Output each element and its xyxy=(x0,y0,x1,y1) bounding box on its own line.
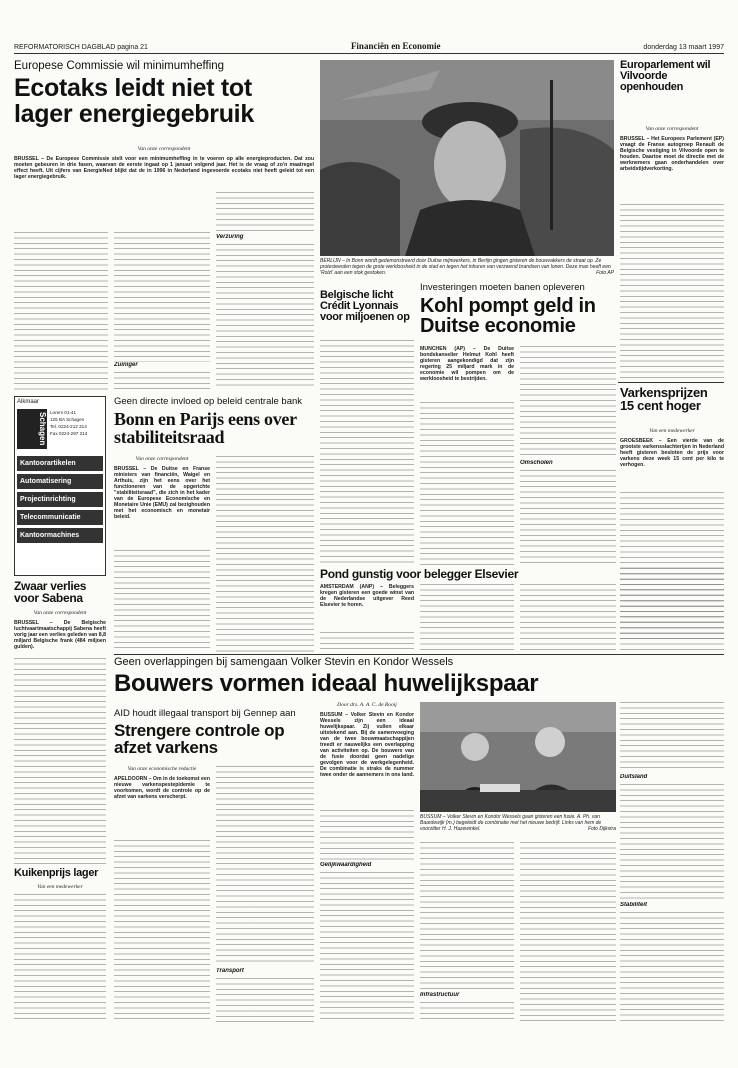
fusion-body-col4a xyxy=(620,702,724,772)
businessmen-photo-graphic xyxy=(420,702,616,812)
vilvoorde-byline: Van onze correspondent xyxy=(645,126,699,132)
subhead-infrastructuur: Infrastructuur xyxy=(420,992,460,998)
bank-byline: Van onze correspondent xyxy=(135,456,189,462)
fusion-body-col3 xyxy=(520,842,616,1022)
subhead-stabiliteit: Stabiliteit xyxy=(620,902,648,908)
demonstration-photo xyxy=(320,60,614,256)
elsevier-body-col3 xyxy=(520,584,616,652)
fusion-body-col1a xyxy=(320,810,414,860)
kohl-body-col1 xyxy=(420,402,514,566)
varkens-body-2 xyxy=(620,568,724,652)
worker-photo-graphic xyxy=(320,60,614,256)
vilvoorde-lead: BRUSSEL – Het Europees Parlement (EP) vraagt de Franse autogroep Renault de Belgische vestiging in Vilvoorde open te houden. Daartoe moet de directie met de werknemers gaan onderhandelen over arbeidstijdverkorting. xyxy=(620,136,724,172)
subhead-omscholen: Omscholen xyxy=(520,460,553,466)
vilvoorde-body xyxy=(620,204,724,380)
ad-logo: Schagen xyxy=(17,409,47,449)
bank-body-col2 xyxy=(216,456,314,652)
ad-item: Kantoormachines xyxy=(17,528,103,543)
sabena-body xyxy=(14,658,106,866)
ad-item: Automatisering xyxy=(17,474,103,489)
bank-kicker: Geen directe invloed op beleid centrale bank xyxy=(114,396,303,407)
sabena-byline: Van onze correspondent xyxy=(33,610,87,616)
photo-caption: BERLIJN – In Bonn wordt gedemonstreerd door Duitse mijnwerkers, in Berlijn gingen gisteren de bouwvakkers de straat op. Ze protesteerden tegen de grote werkloosheid in de stad en tegen het inhuren van verzwend brandsen van lonen. Deze man heeft een 'Rolzl' aan een stok gestoken. Foto AP xyxy=(320,258,614,276)
ecotaks-body-col2b xyxy=(114,372,210,390)
fusion-lead: BUSSUM – Volker Stevin en Kondor Wessels zijn een ideaal huwelijkspaar. Zij vullen elkaar uitstekend aan. Bij de samenvoeging van de twee bouwmaatschappijen treedt er nauwelijks een overlapping van activiteiten op. De bouwers van de fusie doordat geen nadelige gevolgen voor de werkgelegenheid. De combinatie is straks de nummer twee onder de aannemers in ons land. xyxy=(320,712,414,778)
fusion-kicker: Geen overlappingen bij samengaan Volker Stevin en Kondor Wessels xyxy=(114,656,454,668)
ecotaks-headline: Ecotaks leidt niet tot lager energiegebruik xyxy=(14,76,254,128)
fusion-headline: Bouwers vormen ideaal huwelijkspaar xyxy=(114,672,539,697)
varkens-lead: GROESBEEK – Een vierde van de grootste varkensslachterijen in Nederland heeft gisteren besloten de prijs voor varkens deze week 15 cent per kilo te verhogen. xyxy=(620,438,724,468)
elsevier-lead: AMSTERDAM (ANP) – Beleggers kregen gisteren een goede winst van de Nederlandse uitgever Reed Elsevier te horen. xyxy=(320,584,414,608)
ecotaks-byline: Van onze correspondent xyxy=(137,146,191,152)
elsevier-headline: Pond gunstig voor belegger Elsevier xyxy=(320,568,519,581)
sabena-headline: Zwaar verlies voor Sabena xyxy=(14,580,87,606)
aid-kicker: AID houdt illegaal transport bij Gennep aan xyxy=(114,708,296,719)
varkens-headline: Varkensprijzen 15 cent hoger xyxy=(620,386,708,414)
ad-item: Projectinrichting xyxy=(17,492,103,507)
subhead-gelijkwaardigheid: Gelijkwaardigheid xyxy=(320,862,372,868)
aid-lead: APELDOORN – Om in de toekomst een nieuwe varkenspestepidemie te voorkomen, wordt de controle op de afzet van varkens verscherpt. xyxy=(114,776,210,800)
aid-body-col2 xyxy=(216,766,314,966)
ad-brand: Alkmaar xyxy=(17,399,40,405)
elsevier-body-col2 xyxy=(420,584,514,652)
bank-body-col1 xyxy=(114,550,210,652)
ecotaks-body-col2 xyxy=(114,232,210,362)
varkens-byline: Van een medewerker xyxy=(649,428,695,434)
aid-byline: Van onze economische redactie xyxy=(127,766,197,772)
kuiken-byline: Van een medewerker xyxy=(37,884,83,890)
subhead-duitsland: Duitsland xyxy=(620,774,648,780)
subhead-transport: Transport xyxy=(216,968,244,974)
subhead-verzuring: Verzuring xyxy=(216,234,244,240)
ecotaks-body-col3a xyxy=(216,192,314,232)
ad-item: Telecommunicatie xyxy=(17,510,103,525)
ecotaks-lead: BRUSSEL – De Europese Commissie stelt voor een minimumheffing in te voeren op alle energieproducten. Dat zou moeten gebeuren in drie fasen, waarvan de eerste ingaat op 1 januari volgend jaar. Het is de vraag of zo'n maatregel effect heeft. Uit cijfers van EnergieNed blijkt dat de in 1996 in Nederland ingevoerde ecotaks niet heeft geleid tot een lager energiegebruik. xyxy=(14,156,314,180)
fusion-body-col2 xyxy=(420,842,514,990)
vilvoorde-headline: Europarlement wil Vilvoorde openhouden xyxy=(620,60,711,94)
kohl-lead: MÜNCHEN (AP) – De Duitse bondskanselier Helmut Kohl heeft gisteren aangekondigd dat zijn regering 25 miljard mark in de economie wil pompen om de werkloosheid te bestrijden. xyxy=(420,346,514,382)
lyonnais-headline: Belgische licht Crédit Lyonnais voor miljoenen op xyxy=(320,290,410,324)
masthead-date: donderdag 13 maart 1997 xyxy=(643,44,724,51)
divider xyxy=(114,654,724,655)
fusion-credit: Foto Dijkstra xyxy=(587,826,616,832)
masthead xyxy=(14,40,724,54)
aid-headline: Strengere controle op afzet varkens xyxy=(114,722,285,758)
fusion-caption: BUSSUM – Volker Stevin en Kondor Wessels gaan gisteren een fusie. A. Ph. van Baardewijk (m.) begeleidt de combinatie met het nieuwe bedrijf. Links van hem de voorzitter H. J. Hazewinkel. Foto Dijkstra xyxy=(420,814,616,832)
fusion-photo xyxy=(420,702,616,812)
subhead-zuiniger: Zuiniger xyxy=(114,362,138,368)
ecotaks-body-col3b xyxy=(216,244,314,390)
advertisement xyxy=(14,396,106,576)
kohl-body-col2 xyxy=(520,346,616,458)
fusion-body-col4c xyxy=(620,912,724,1022)
divider xyxy=(618,382,724,383)
fusion-body-col2b xyxy=(420,1002,514,1022)
kohl-headline: Kohl pompt geld in Duitse economie xyxy=(420,296,596,338)
fusion-body-col1b xyxy=(320,872,414,1022)
elsevier-body-col1 xyxy=(320,632,414,652)
aid-body-col1 xyxy=(114,840,210,1022)
kohl-body-col2b xyxy=(520,470,616,566)
ecotaks-kicker: Europese Commissie wil minimumheffing xyxy=(14,60,225,72)
bank-headline: Bonn en Parijs eens over stabiliteitsraad xyxy=(114,410,297,448)
ecotaks-body-col1 xyxy=(14,232,108,390)
aid-body-col2b xyxy=(216,978,314,1022)
ad-address: Lorem 01-41 125 BA Schagen Tel. 0224-212 314 Fax 0224-297 214 xyxy=(50,410,88,436)
masthead-left: REFORMATORISCH DAGBLAD pagina 21 xyxy=(14,44,148,51)
kohl-kicker: Investeringen moeten banen opleveren xyxy=(420,282,585,293)
photo-credit: Foto AP xyxy=(596,270,614,276)
kuiken-body xyxy=(14,894,106,1022)
bank-lead: BRUSSEL – De Duitse en Franse ministers van financiën, Waigel en Arthuis, zijn het eens over het functioneren van de opgerichte "stabiliteitsraad", die zich in het kader van de Europese Economische en Monetaire Unie (EMU) zal bezighouden met het economisch en monetair beleid. xyxy=(114,466,210,520)
fusion-byline: Door drs. A. A. C. de Rooij xyxy=(337,702,397,708)
sabena-lead: BRUSSEL – De Belgische luchtvaartmaatschappij Sabena heeft vorig jaar een verlies geleden van 8,8 miljard Belgische frank (484 miljoen gulden). xyxy=(14,620,106,650)
section-title: Financiën en Economie xyxy=(350,41,441,51)
kuiken-headline: Kuikenprijs lager xyxy=(14,868,99,879)
fusion-body-col4b xyxy=(620,784,724,900)
lyonnais-body xyxy=(320,340,414,566)
ad-item: Kantoorartikelen xyxy=(17,456,103,471)
